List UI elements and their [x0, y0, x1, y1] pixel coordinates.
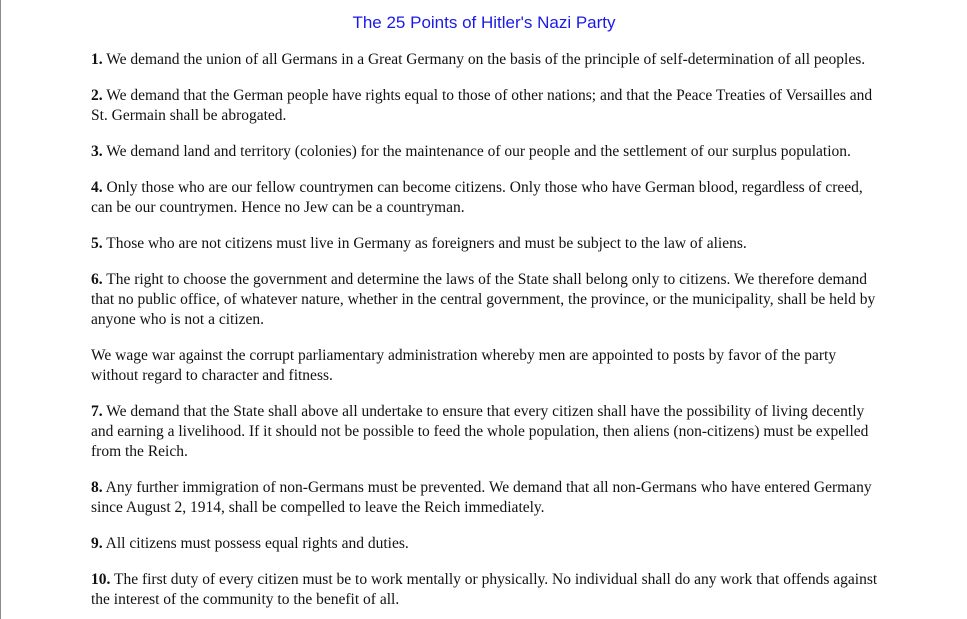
point-number: 10.: [91, 571, 111, 588]
point-number: 8.: [91, 479, 103, 496]
point-number: 3.: [91, 143, 103, 160]
points-list: [91, 50, 881, 619]
point-text: The first duty of every citizen must be to work mentally or physically. No individual shall do any work that offends against the interest of the community to the benefit of all.: [91, 571, 878, 608]
point-2: [91, 86, 881, 126]
point-7: [91, 402, 881, 462]
point-5: [91, 234, 881, 254]
point-4: [91, 178, 881, 218]
point-text: Those who are not citizens must live in Germany as foreigners and must be subject to the law of aliens.: [106, 235, 747, 252]
point-number: 5.: [91, 235, 103, 252]
point-number: 1.: [91, 51, 103, 68]
point-number: 9.: [91, 535, 103, 552]
point-1: [91, 50, 881, 70]
paragraph-text: We wage war against the corrupt parliamentary administration whereby men are appointed to posts by favor of the party without regard to character and fitness.: [91, 347, 837, 384]
point-text: We demand that the State shall above all undertake to ensure that every citizen shall have the possibility of living decently and earning a livelihood. If it should not be possible to feed the whole population, then aliens (non-citizens) must be expelled from the Reich.: [91, 403, 869, 460]
point-6-continuation: [91, 346, 881, 386]
point-number: 4.: [91, 179, 103, 196]
point-text: We demand the union of all Germans in a Great Germany on the basis of the principle of self-determination of all peoples.: [106, 51, 866, 68]
point-number: 6.: [91, 271, 103, 288]
point-3: [91, 142, 881, 162]
point-text: Any further immigration of non-Germans must be prevented. We demand that all non-Germans who have entered Germany since August 2, 1914, shall be compelled to leave the Reich immediately.: [91, 479, 872, 516]
point-10: [91, 570, 881, 610]
point-number: 2.: [91, 87, 103, 104]
point-text: Only those who are our fellow countrymen can become citizens. Only those who have German blood, regardless of creed, can be our countrymen. Hence no Jew can be a countryman.: [91, 179, 863, 216]
point-text: We demand that the German people have rights equal to those of other nations; and that the Peace Treaties of Versailles and St. Germain shall be abrogated.: [91, 87, 873, 124]
point-number: 7.: [91, 403, 103, 420]
point-6: [91, 270, 881, 330]
point-8: [91, 478, 881, 518]
point-text: All citizens must possess equal rights and duties.: [105, 535, 409, 552]
point-9: [91, 534, 881, 554]
page-title: The 25 Points of Hitler's Nazi Party: [352, 13, 616, 32]
point-text: The right to choose the government and determine the laws of the State shall belong only to citizens. We therefore demand that no public office, of whatever nature, whether in the central government, the province, or the municipality, shall be held by anyone who is not a citizen.: [91, 271, 876, 328]
point-text: We demand land and territory (colonies) for the maintenance of our people and the settlement of our surplus population.: [106, 143, 851, 160]
